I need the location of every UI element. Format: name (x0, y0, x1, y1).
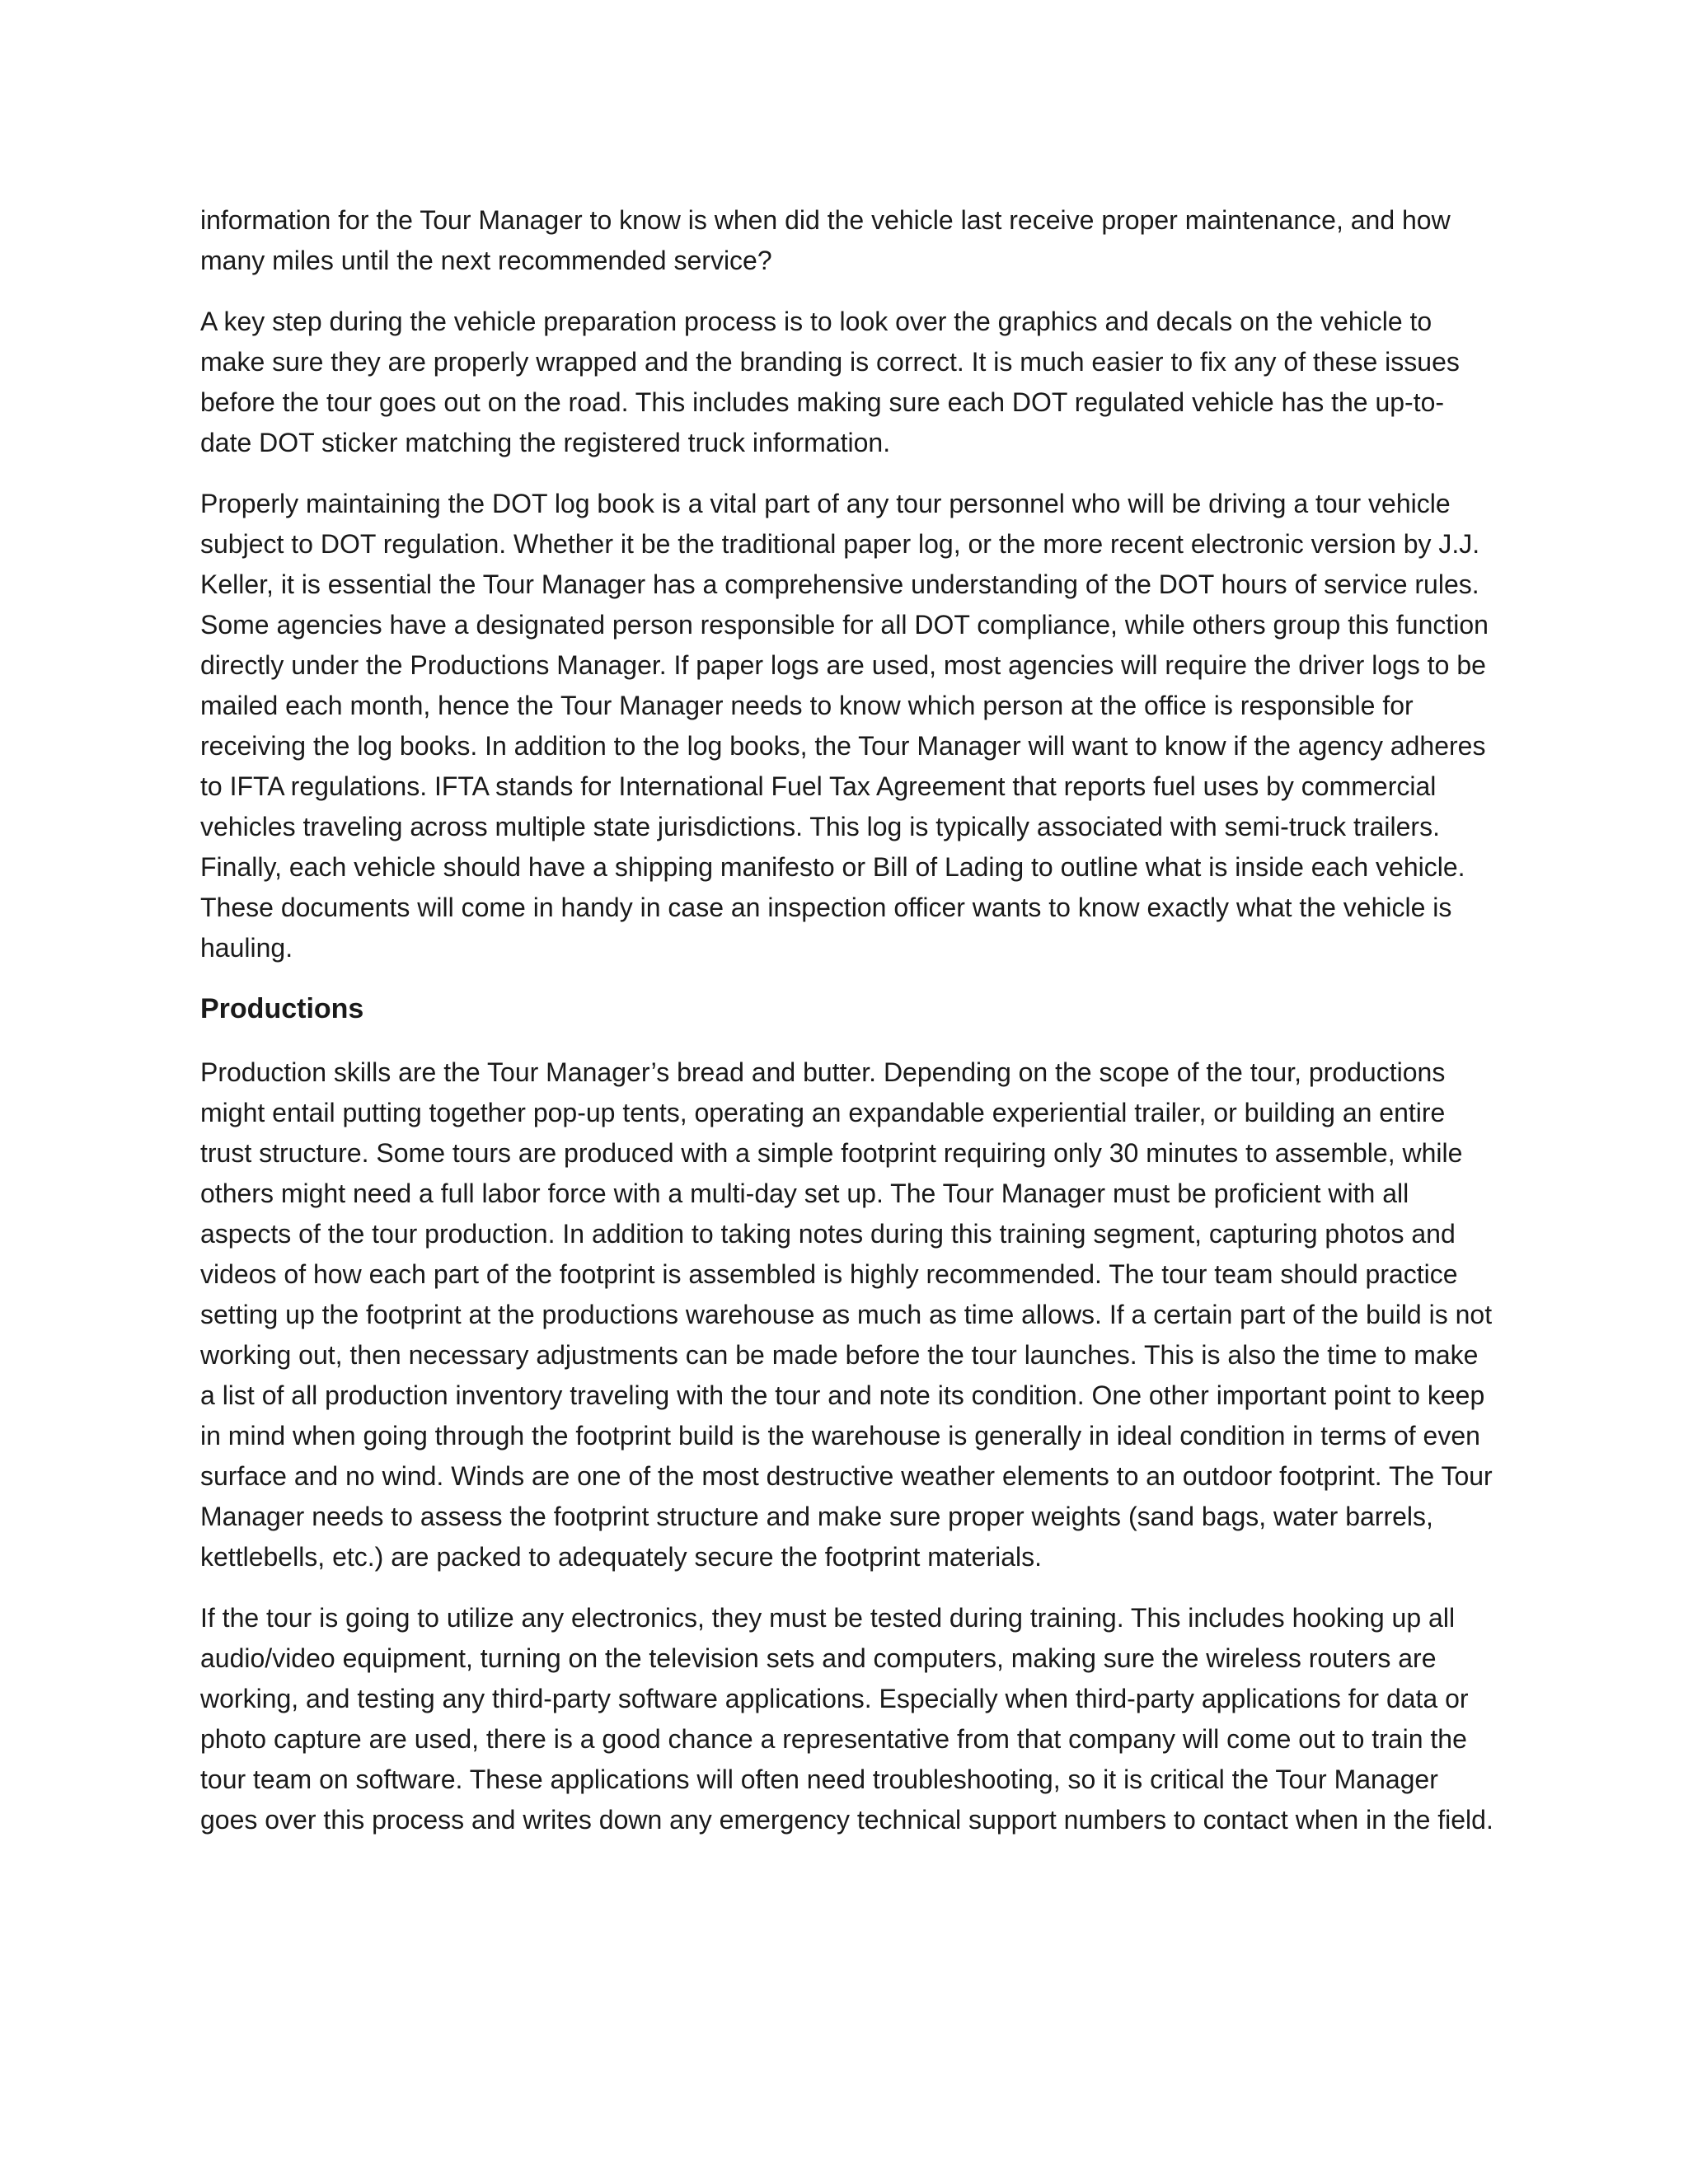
document-body (200, 200, 1494, 1861)
paragraph-electronics-testing: If the tour is going to utilize any electronics, they must be tested during training. This includes hooking up all audio/video equipment, turning on the television sets and computers, making sure the wireless routers are working, and testing any third-party software applications. Especially when third-party applications for data or photo capture are used, there is a good chance a representative from that company will come out to train the tour team on software. These applications will often need troubleshooting, so it is critical the Tour Manager goes over this process and writes down any emergency technical support numbers to contact when in the field. (200, 1603, 1493, 1835)
section-heading-productions: Productions (200, 993, 364, 1024)
paragraph-production-skills: Production skills are the Tour Manager’s bread and butter. Depending on the scope of the tour, productions might entail putting together pop-up tents, operating an expandable experiential trailer, or building an entire trust structure. Some tours are produced with a simple footprint requiring only 30 minutes to assemble, while others might need a full labor force with a multi-day set up. The Tour Manager must be proficient with all aspects of the tour production. In addition to taking notes during this training segment, capturing photos and videos of how each part of the footprint is assembled is highly recommended. The tour team should practice setting up the footprint at the productions warehouse as much as time allows. If a certain part of the build is not working out, then necessary adjustments can be made before the tour launches. This is also the time to make a list of all production inventory traveling with the tour and note its condition. One other important point to keep in mind when going through the footprint build is the warehouse is generally in ideal condition in terms of even surface and no wind. Winds are one of the most destructive weather elements to an outdoor footprint. The Tour Manager needs to assess the footprint structure and make sure proper weights (sand bags, water barrels, kettlebells, etc.) are packed to adequately secure the footprint materials. (200, 1057, 1493, 1572)
paragraph-dot-log-book: Properly maintaining the DOT log book is a vital part of any tour personnel who will be driving a tour vehicle subject to DOT regulation. Whether it be the traditional paper log, or the more recent electronic version by J.J. Keller, it is essential the Tour Manager has a comprehensive understanding of the DOT hours of service rules. Some agencies have a designated person responsible for all DOT compliance, while others group this function directly under the Productions Manager. If paper logs are used, most agencies will require the driver logs to be mailed each month, hence the Tour Manager needs to know which person at the office is responsible for receiving the log books. In addition to the log books, the Tour Manager will want to know if the agency adheres to IFTA regulations. IFTA stands for International Fuel Tax Agreement that reports fuel uses by commercial vehicles traveling across multiple state jurisdictions. This log is typically associated with semi-truck trailers. Finally, each vehicle should have a shipping manifesto or Bill of Lading to outline what is inside each vehicle. These documents will come in handy in case an inspection officer wants to know exactly what the vehicle is hauling. (200, 489, 1489, 963)
paragraph-maintenance: information for the Tour Manager to know is when did the vehicle last receive proper maintenance, and how many miles until the next recommended service? (200, 205, 1451, 275)
paragraph-vehicle-preparation: A key step during the vehicle preparation process is to look over the graphics and decals on the vehicle to make sure they are properly wrapped and the branding is correct. It is much easier to fix any of these issues before the tour goes out on the road. This includes making sure each DOT regulated vehicle has the up-to-date DOT sticker matching the registered truck information. (200, 307, 1460, 457)
